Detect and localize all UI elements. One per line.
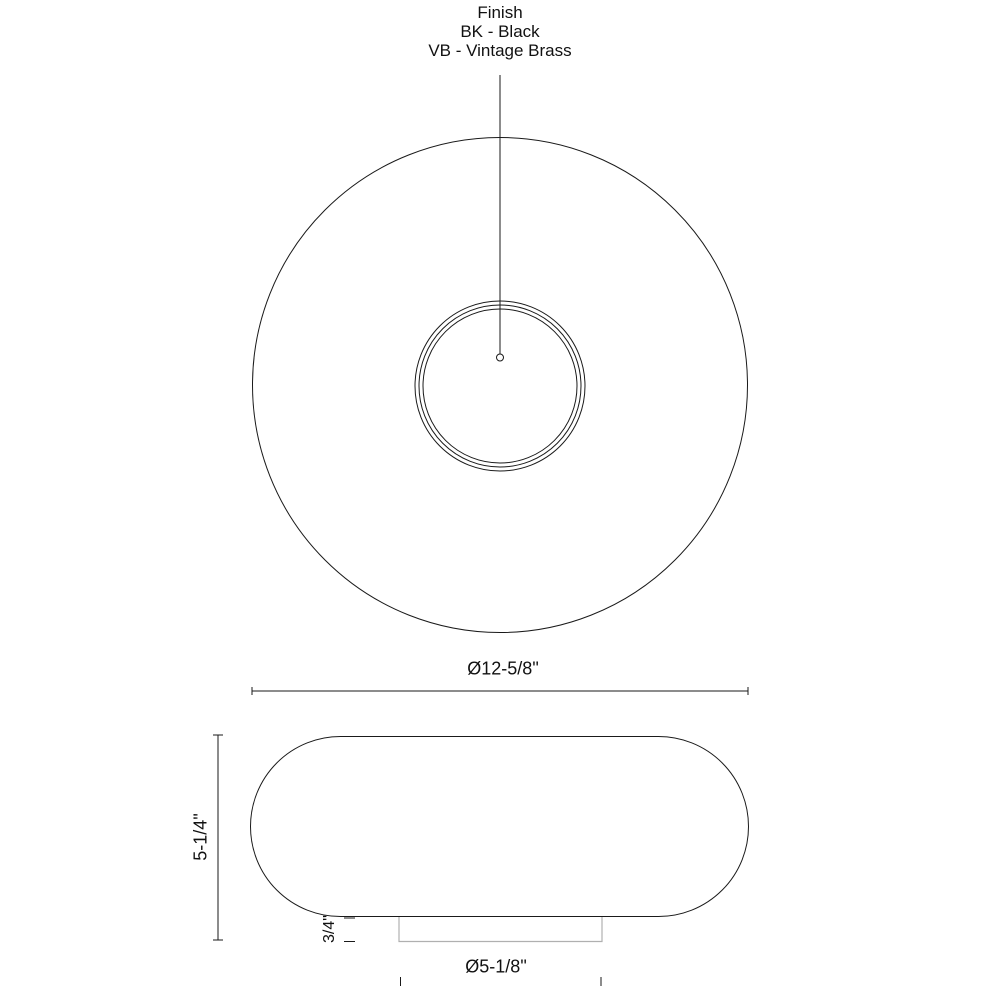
fixture-height-label: 5-1/4": [190, 813, 211, 861]
finish-leader-dot: [497, 354, 504, 361]
finish-option-vintage-brass: VB - Vintage Brass: [428, 41, 572, 60]
canopy-outline: [399, 917, 602, 942]
finish-callout-title: Finish: [477, 3, 523, 22]
canopy-height-label: 3/4": [321, 915, 338, 943]
finish-callout: [0, 3, 1000, 60]
finish-option-black: BK - Black: [460, 22, 540, 41]
side-view-body-outline: [251, 737, 749, 917]
canopy-diameter-label: Ø5-1/8": [465, 956, 527, 977]
fixture-diameter-label: Ø12-5/8": [467, 658, 539, 679]
